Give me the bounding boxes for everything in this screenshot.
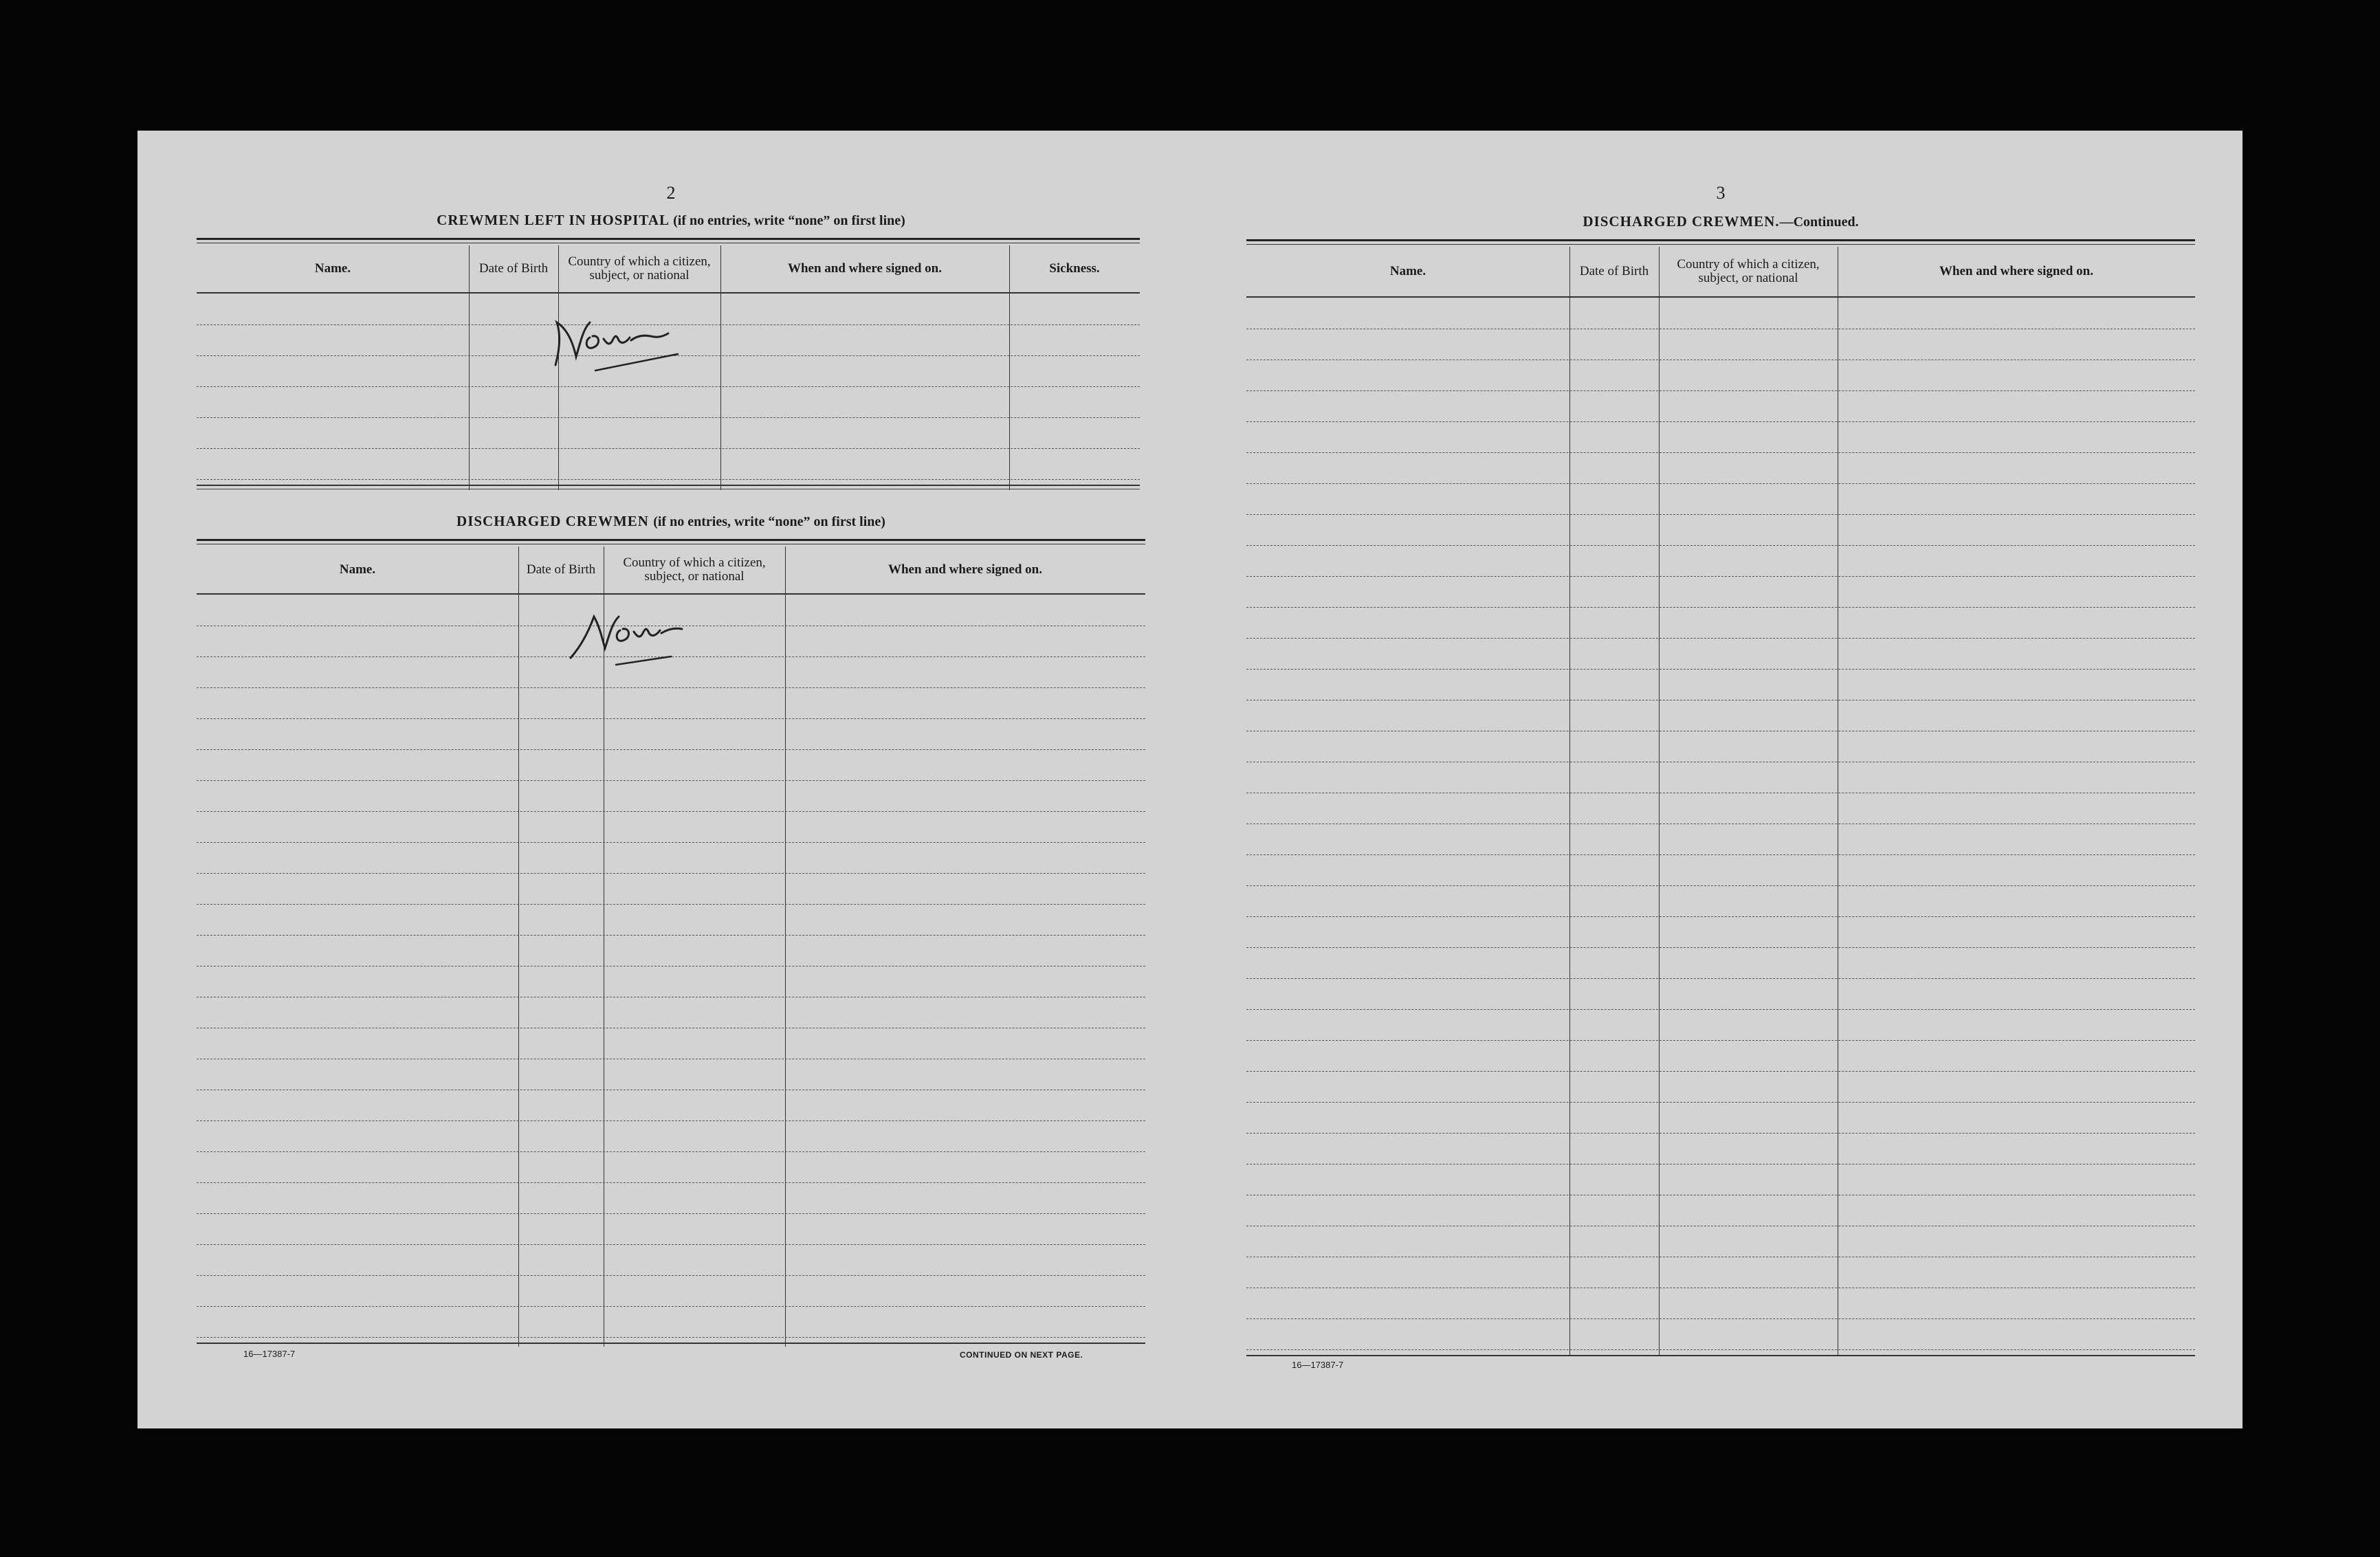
col-date-birth-header: Date of Birth	[526, 562, 596, 577]
ruled-row-line	[197, 1120, 1145, 1121]
col-sickness-header: Sickness.	[1049, 261, 1100, 276]
col-signed-on-header: When and where signed on.	[888, 562, 1042, 577]
ruled-row-line	[1246, 1009, 2195, 1010]
discharged-instruction: (if no entries, write “none” on first line)	[653, 514, 885, 529]
ruled-row-line	[1246, 514, 2195, 515]
right-page	[1246, 131, 2195, 1428]
right-title-suffix: —Continued.	[1779, 214, 1859, 230]
ruled-row-line	[1246, 669, 2195, 670]
col-signed-on-header: When and where signed on.	[1939, 264, 2093, 278]
ruled-row-line	[1246, 545, 2195, 546]
continued-note: CONTINUED ON NEXT PAGE.	[960, 1350, 1083, 1360]
ruled-row-line	[1246, 390, 2195, 391]
ruled-row-line	[197, 873, 1145, 874]
ruled-row-line	[1246, 1318, 2195, 1319]
ruled-row-line	[197, 935, 1145, 936]
ruled-row-line	[1246, 1133, 2195, 1134]
left-page	[197, 131, 1145, 1428]
discharged-table-header	[197, 546, 1145, 595]
right-section-title	[1246, 213, 2195, 230]
form-code: 16—17387-7	[1292, 1360, 1344, 1370]
ruled-row-line	[197, 780, 1145, 781]
discharged-section-title	[197, 513, 1145, 530]
col-country-header: Country of which a citizen, subject, or national	[1677, 257, 1820, 285]
ruled-row-line	[1246, 452, 2195, 453]
hospital-section-title	[197, 212, 1145, 229]
ruled-row-line	[1246, 607, 2195, 608]
ruled-row-line	[197, 811, 1145, 812]
ruled-row-line	[197, 479, 1140, 480]
ruled-row-line	[197, 1182, 1145, 1183]
ruled-row-line	[197, 417, 1140, 418]
ruled-row-line	[1246, 885, 2195, 886]
page-number: 3	[1716, 183, 1726, 203]
ruled-row-line	[1246, 421, 2195, 422]
ruled-row-line	[197, 1275, 1145, 1276]
ruled-row-line	[197, 448, 1140, 449]
ruled-row-line	[197, 687, 1145, 688]
ruled-row-line	[1246, 947, 2195, 948]
register-sheet	[137, 131, 2243, 1428]
ruled-row-line	[1246, 854, 2195, 855]
ruled-row-line	[197, 1151, 1145, 1152]
discharged-continued-header	[1246, 247, 2195, 298]
col-name-header: Name.	[1389, 264, 1426, 278]
ruled-row-line	[1246, 916, 2195, 917]
hospital-instruction: (if no entries, write “none” on first line)	[673, 213, 905, 228]
col-date-birth-header: Date of Birth	[478, 261, 549, 276]
col-signed-on-header: When and where signed on.	[787, 261, 942, 276]
ruled-row-line	[197, 904, 1145, 905]
ruled-row-line	[1246, 1071, 2195, 1072]
col-country-header: Country of which a citizen, subject, or national	[568, 254, 711, 283]
ruled-row-line	[1246, 1102, 2195, 1103]
col-name-header: Name.	[314, 261, 351, 276]
hospital-title-text: CREWMEN LEFT IN HOSPITAL	[437, 212, 669, 228]
discharged-table	[197, 539, 1145, 1345]
none-handwritten-signature	[540, 302, 692, 377]
col-country-header: Country of which a citizen, subject, or national	[623, 555, 766, 584]
ruled-row-line	[1246, 638, 2195, 639]
ruled-row-line	[197, 842, 1145, 843]
col-date-birth-header: Date of Birth	[1579, 264, 1649, 278]
ruled-row-line	[197, 1244, 1145, 1245]
discharged-title-text: DISCHARGED CREWMEN	[456, 513, 649, 529]
ruled-row-line	[1246, 978, 2195, 979]
col-name-header: Name.	[339, 562, 376, 577]
ruled-row-line	[197, 718, 1145, 719]
page-number: 2	[666, 183, 676, 203]
ruled-row-line	[197, 386, 1140, 387]
ruled-row-line	[197, 1337, 1145, 1338]
hospital-table-header	[197, 245, 1140, 294]
form-code: 16—17387-7	[243, 1349, 296, 1359]
ruled-row-line	[1246, 483, 2195, 484]
ruled-row-line	[1246, 1040, 2195, 1041]
right-title-text: DISCHARGED CREWMEN.	[1583, 213, 1780, 230]
ruled-row-line	[197, 1213, 1145, 1214]
ruled-row-line	[1246, 1349, 2195, 1350]
ruled-row-line	[197, 749, 1145, 750]
ruled-row-line	[197, 1306, 1145, 1307]
discharged-continued-table	[1246, 239, 2195, 1355]
ruled-row-line	[197, 966, 1145, 967]
ruled-row-line	[1246, 576, 2195, 577]
none-handwritten-signature	[568, 593, 719, 669]
